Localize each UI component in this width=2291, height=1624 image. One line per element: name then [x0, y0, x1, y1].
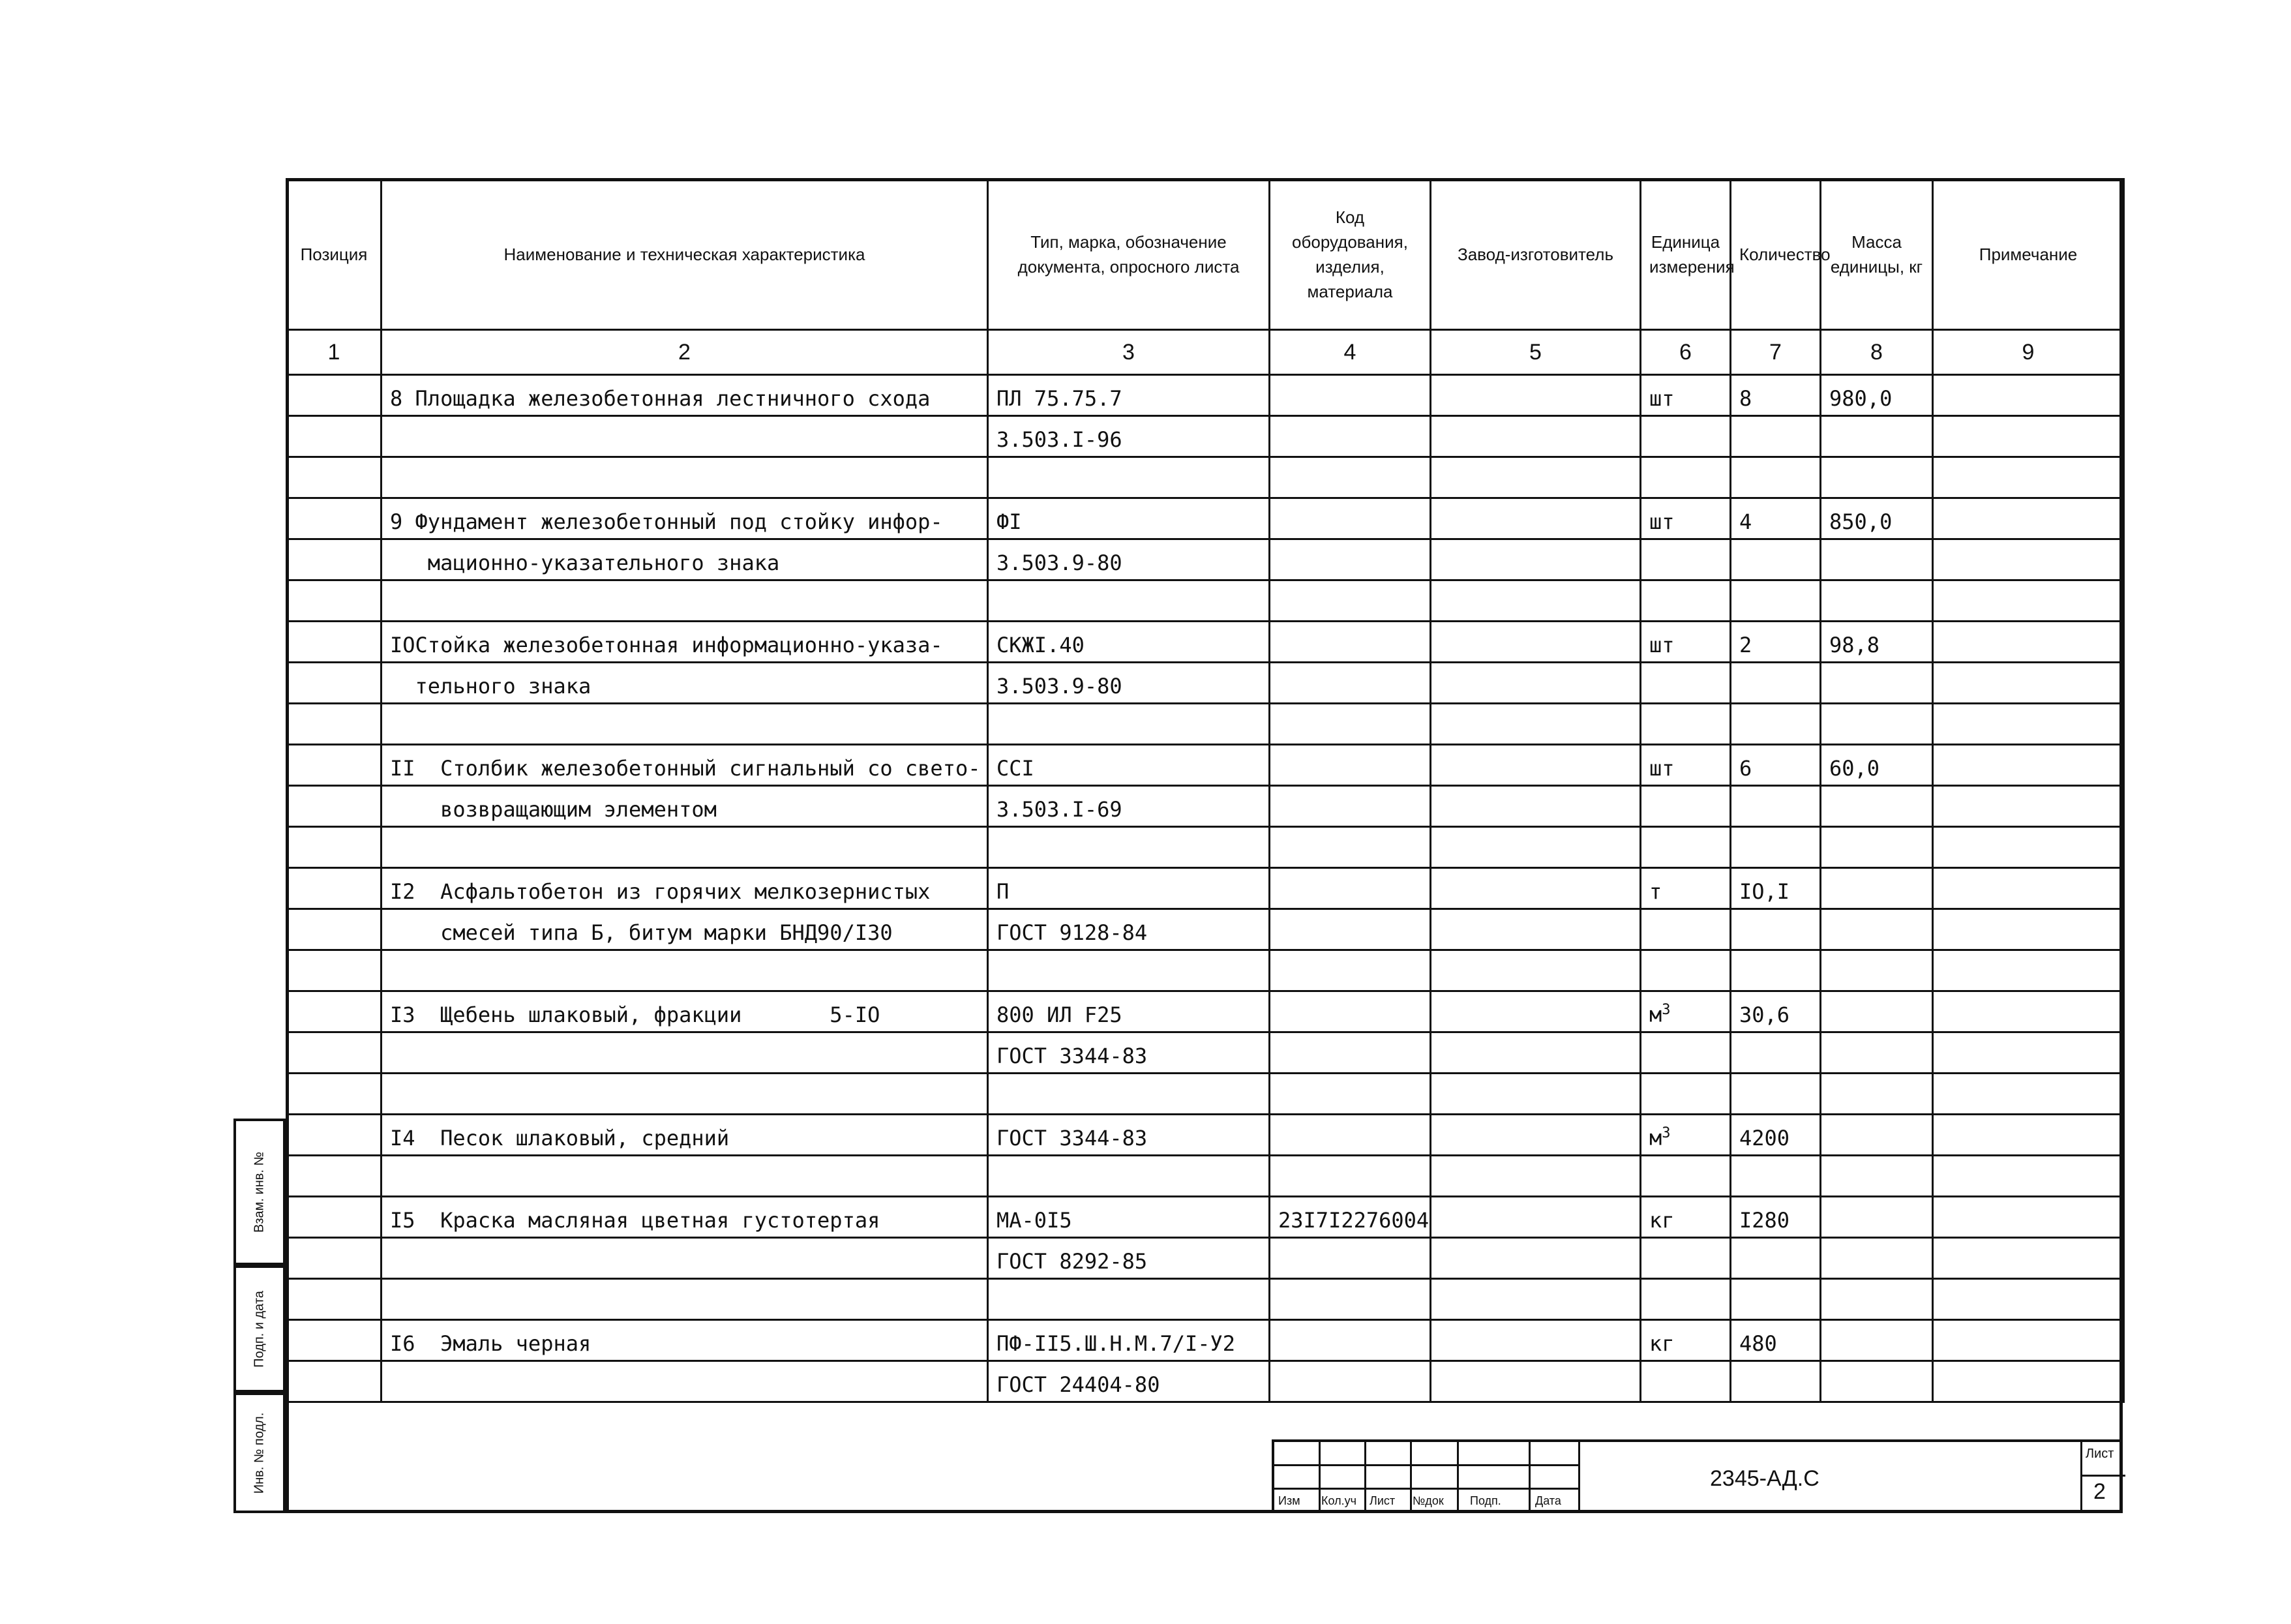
cell-name: смесей типа Б, битум марки БНД90/I30: [382, 909, 988, 950]
cell-name: возвращающим элементом: [382, 786, 988, 827]
cell-qty: 4: [1731, 498, 1821, 539]
cell-unit: шт: [1641, 498, 1731, 539]
cell-mass: 60,0: [1821, 745, 1933, 786]
cell-qty: 30,6: [1731, 991, 1821, 1032]
cell-name: I6 Эмаль черная: [382, 1320, 988, 1361]
cell-type: ГОСТ 9128-84: [988, 909, 1270, 950]
header-quantity: Количество: [1731, 179, 1821, 330]
cell-mass: 850,0: [1821, 498, 1933, 539]
col-number: 1: [287, 330, 382, 375]
cell-type: 800 ИЛ F25: [988, 991, 1270, 1032]
cell-unit: т: [1641, 868, 1731, 909]
cell-name: I3 Щебень шлаковый, фракции 5-IO: [382, 991, 988, 1032]
cell-type: ГОСТ 3344-83: [988, 1115, 1270, 1156]
cell-code: 23I7I2276004: [1270, 1197, 1431, 1238]
sheet-label: Лист: [2086, 1447, 2114, 1461]
side-label-inventory: Инв. № подл.: [233, 1392, 286, 1513]
cell-type: ФI: [988, 498, 1270, 539]
cell-unit: $м^3$: [1641, 991, 1731, 1032]
header-manufacturer: Завод-изготовитель: [1431, 179, 1641, 330]
header-unit: Единица измерения: [1641, 179, 1731, 330]
col-number: 6: [1641, 330, 1731, 375]
cell-name: 9 Фундамент железобетонный под стойку инфор-: [382, 498, 988, 539]
cell-name: 8 Площадка железобетонная лестничного схода: [382, 375, 988, 416]
cell-mass: 980,0: [1821, 375, 1933, 416]
sheet-frame: [286, 178, 2123, 1513]
side-label-signature: Подп. и дата: [233, 1265, 286, 1392]
col-number: 9: [1933, 330, 2124, 375]
cell-type: 3.503.I-96: [988, 416, 1270, 457]
col-number: 2: [382, 330, 988, 375]
header-type: Тип, марка, обозначение документа, опросного листа: [988, 179, 1270, 330]
stamp-label: Изм: [1278, 1494, 1300, 1507]
header-code: Код оборудования, изделия, материала: [1270, 179, 1431, 330]
sheet-number: 2: [2093, 1479, 2106, 1504]
cell-type: 3.503.9-80: [988, 663, 1270, 704]
cell-qty: I280: [1731, 1197, 1821, 1238]
header-name: Наименование и техническая характеристика: [382, 179, 988, 330]
stamp-label: №док: [1413, 1494, 1444, 1507]
cell-type: ССI: [988, 745, 1270, 786]
header-mass: Масса единицы, кг: [1821, 179, 1933, 330]
cell-qty: IO,I: [1731, 868, 1821, 909]
document-code: 2345-АД.С: [1710, 1466, 1819, 1491]
cell-unit: шт: [1641, 745, 1731, 786]
cell-name: мационно-указательного знака: [382, 539, 988, 580]
cell-unit: шт: [1641, 622, 1731, 663]
cell-qty: 6: [1731, 745, 1821, 786]
cell-type: СКЖI.40: [988, 622, 1270, 663]
cell-type: ГОСТ 3344-83: [988, 1032, 1270, 1074]
col-number: 5: [1431, 330, 1641, 375]
cell-type: П: [988, 868, 1270, 909]
col-number: 3: [988, 330, 1270, 375]
cell-type: МА-0I5: [988, 1197, 1270, 1238]
header-position: Позиция: [287, 179, 382, 330]
cell-name: IOСтойка железобетонная информационно-указа-: [382, 622, 988, 663]
col-number: 8: [1821, 330, 1933, 375]
cell-qty: 8: [1731, 375, 1821, 416]
stamp-label: Лист: [1370, 1494, 1396, 1507]
side-label-replacement: Взам. инв. №: [233, 1119, 286, 1265]
cell-type: ГОСТ 8292-85: [988, 1238, 1270, 1279]
cell-name: I4 Песок шлаковый, средний: [382, 1115, 988, 1156]
cell-qty: 2: [1731, 622, 1821, 663]
title-block: [1272, 1439, 2123, 1513]
stamp-label: Подп.: [1470, 1494, 1501, 1507]
cell-unit: $м^3$: [1641, 1115, 1731, 1156]
cell-type: 3.503.I-69: [988, 786, 1270, 827]
cell-unit: шт: [1641, 375, 1731, 416]
cell-unit: кг: [1641, 1320, 1731, 1361]
cell-qty: 4200: [1731, 1115, 1821, 1156]
cell-unit: кг: [1641, 1197, 1731, 1238]
cell-name: II Столбик железобетонный сигнальный со свето-: [382, 745, 988, 786]
cell-qty: 480: [1731, 1320, 1821, 1361]
cell-name: I2 Асфальтобетон из горячих мелкозернистых: [382, 868, 988, 909]
cell-mass: 98,8: [1821, 622, 1933, 663]
stamp-label: Дата: [1535, 1494, 1561, 1507]
cell-name: тельного знака: [382, 663, 988, 704]
cell-type: ПЛ 75.75.7: [988, 375, 1270, 416]
cell-name: I5 Краска масляная цветная густотертая: [382, 1197, 988, 1238]
cell-type: ГОСТ 24404-80: [988, 1361, 1270, 1402]
header-note: Примечание: [1933, 179, 2124, 330]
cell-type: 3.503.9-80: [988, 539, 1270, 580]
stamp-label: Кол.уч: [1321, 1494, 1356, 1507]
col-number: 4: [1270, 330, 1431, 375]
cell-type: ПФ-II5.Ш.Н.М.7/I-У2: [988, 1320, 1270, 1361]
col-number: 7: [1731, 330, 1821, 375]
